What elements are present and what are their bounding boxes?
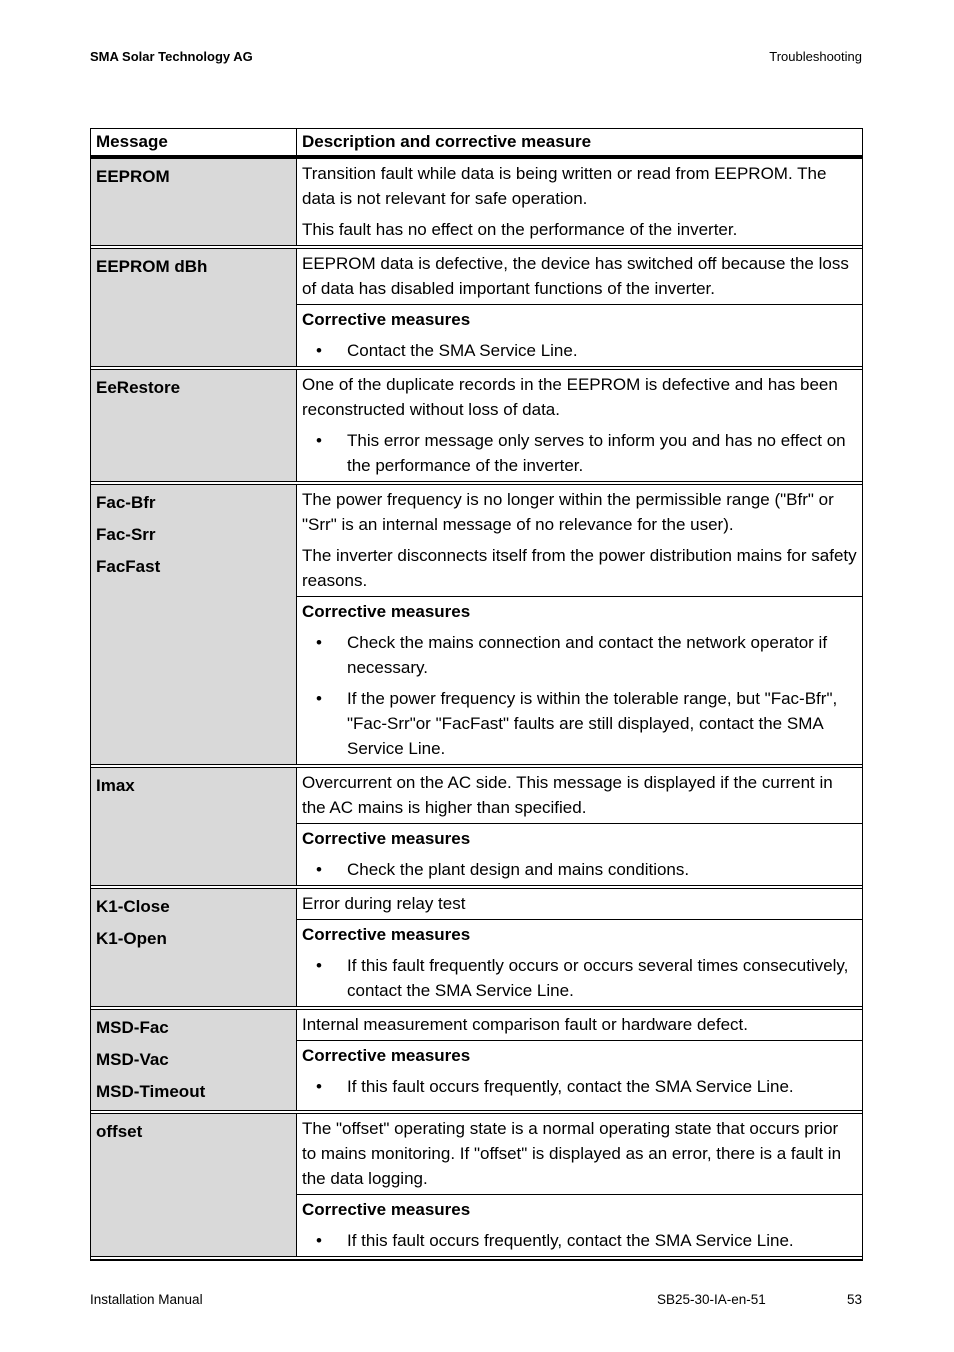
- bullet-icon: •: [316, 633, 322, 652]
- description-block: [297, 485, 862, 597]
- table-row: [91, 159, 862, 249]
- description-cell: [297, 485, 862, 764]
- message-code: MSD-Timeout: [96, 1082, 206, 1101]
- description-text: The inverter disconnects itself from the power distribution mains for safety reasons.: [302, 546, 857, 590]
- description-text: One of the duplicate records in the EEPROM is defective and has been reconstructed without loss of data.: [302, 375, 838, 419]
- bullet-icon: •: [316, 431, 322, 450]
- bullet-text: If the power frequency is within the tolerable range, but "Fac-Bfr", "Fac-Srr"or "FacFast" faults are still displayed, contact the SMA Service Line.: [347, 689, 838, 758]
- description-text: Overcurrent on the AC side. This message is displayed if the current in the AC mains is higher than specified.: [302, 773, 833, 817]
- table-row: [91, 889, 862, 1010]
- bullet-item: [302, 338, 857, 363]
- message-code: Imax: [96, 776, 135, 795]
- message-cell: [91, 159, 297, 245]
- description-block: [297, 305, 862, 366]
- table-body: [91, 159, 862, 1260]
- bullet-icon: •: [316, 1077, 322, 1096]
- bullet-text: This error message only serves to inform you and has no effect on the performance of the inverter.: [347, 431, 846, 475]
- message-cell: [91, 249, 297, 366]
- corrective-measures-heading: Corrective measures: [302, 310, 471, 329]
- column-header-message: Message: [91, 129, 297, 155]
- bullet-item: [302, 953, 857, 1003]
- message-cell: [91, 485, 297, 764]
- table-row: [91, 370, 862, 485]
- message-code: MSD-Vac: [96, 1050, 169, 1069]
- message-code: FacFast: [96, 557, 161, 576]
- message-code: K1-Open: [96, 929, 167, 948]
- description-block: [297, 1041, 862, 1102]
- bullet-icon: •: [316, 689, 322, 708]
- header-section: Troubleshooting: [769, 49, 862, 64]
- description-text: The power frequency is no longer within the permissible range ("Bfr" or "Srr" is an internal message of no relevance for the user).: [302, 490, 834, 534]
- bullet-item: [302, 1228, 857, 1253]
- table-row: [91, 1010, 862, 1114]
- description-block: [297, 1195, 862, 1256]
- message-cell: [91, 889, 297, 1006]
- message-code: K1-Close: [96, 897, 170, 916]
- description-cell: [297, 1010, 862, 1110]
- description-text: Internal measurement comparison fault or hardware defect.: [302, 1015, 749, 1034]
- description-cell: [297, 249, 862, 366]
- description-text: Error during relay test: [302, 894, 466, 913]
- bullet-icon: •: [316, 1231, 322, 1250]
- description-text: Transition fault while data is being written or read from EEPROM. The data is not relevant for safe operation.: [302, 164, 827, 208]
- bullet-text: If this fault occurs frequently, contact the SMA Service Line.: [347, 1077, 794, 1096]
- message-cell: [91, 370, 297, 481]
- column-header-description: Description and corrective measure: [302, 132, 592, 151]
- message-cell: [91, 768, 297, 885]
- description-block: [297, 889, 862, 920]
- troubleshooting-table: [90, 128, 863, 1261]
- bullet-item: [302, 428, 857, 478]
- page-number: 53: [846, 1292, 862, 1307]
- message-code: Fac-Srr: [96, 525, 156, 544]
- message-code: EEPROM dBh: [96, 257, 208, 276]
- bullet-text: If this fault frequently occurs or occurs several times consecutively, contact the SMA Service Line.: [347, 956, 849, 1000]
- description-text: EEPROM data is defective, the device has switched off because the loss of data has disabled important functions of the inverter.: [302, 254, 849, 298]
- table-row: [91, 485, 862, 768]
- bullet-text: Check the plant design and mains conditions.: [347, 860, 690, 879]
- table-header: [91, 129, 862, 159]
- description-block: [297, 159, 862, 245]
- bullet-item: [302, 857, 857, 882]
- footer-doc-id: SB25-30-IA-en-51: [657, 1292, 766, 1307]
- description-cell: [297, 889, 862, 1006]
- bullet-text: If this fault occurs frequently, contact the SMA Service Line.: [347, 1231, 794, 1250]
- description-cell: [297, 370, 862, 481]
- description-text: This fault has no effect on the performance of the inverter.: [302, 220, 738, 239]
- footer-title: Installation Manual: [90, 1292, 203, 1307]
- bullet-item: [302, 630, 857, 680]
- message-code: Fac-Bfr: [96, 493, 156, 512]
- bullet-text: Check the mains connection and contact the network operator if necessary.: [347, 633, 828, 677]
- description-text: The "offset" operating state is a normal operating state that occurs prior to mains monitoring. If "offset" is displayed as an error, there is a fault in the data logging.: [302, 1119, 842, 1188]
- message-cell: [91, 1010, 297, 1110]
- message-code: MSD-Fac: [96, 1018, 169, 1037]
- table-row: [91, 1114, 862, 1260]
- message-code: EeRestore: [96, 378, 181, 397]
- bullet-item: [302, 686, 857, 761]
- description-block: [297, 1010, 862, 1041]
- description-cell: [297, 768, 862, 885]
- description-block: [297, 597, 862, 764]
- description-block: [297, 249, 862, 305]
- description-block: [297, 370, 862, 481]
- description-cell: [297, 159, 862, 245]
- bullet-icon: •: [316, 956, 322, 975]
- table-row: [91, 249, 862, 370]
- description-block: [297, 920, 862, 1006]
- description-block: [297, 768, 862, 824]
- header-company: SMA Solar Technology AG: [90, 49, 253, 64]
- corrective-measures-heading: Corrective measures: [302, 1200, 471, 1219]
- corrective-measures-heading: Corrective measures: [302, 925, 471, 944]
- corrective-measures-heading: Corrective measures: [302, 602, 471, 621]
- bullet-icon: •: [316, 860, 322, 879]
- message-cell: [91, 1114, 297, 1256]
- corrective-measures-heading: Corrective measures: [302, 829, 471, 848]
- bullet-text: Contact the SMA Service Line.: [347, 341, 578, 360]
- table-row: [91, 768, 862, 889]
- message-code: offset: [96, 1122, 143, 1141]
- message-code: EEPROM: [96, 167, 170, 186]
- bullet-icon: •: [316, 341, 322, 360]
- description-block: [297, 1114, 862, 1195]
- description-block: [297, 824, 862, 885]
- corrective-measures-heading: Corrective measures: [302, 1046, 471, 1065]
- description-cell: [297, 1114, 862, 1256]
- bullet-item: [302, 1074, 857, 1099]
